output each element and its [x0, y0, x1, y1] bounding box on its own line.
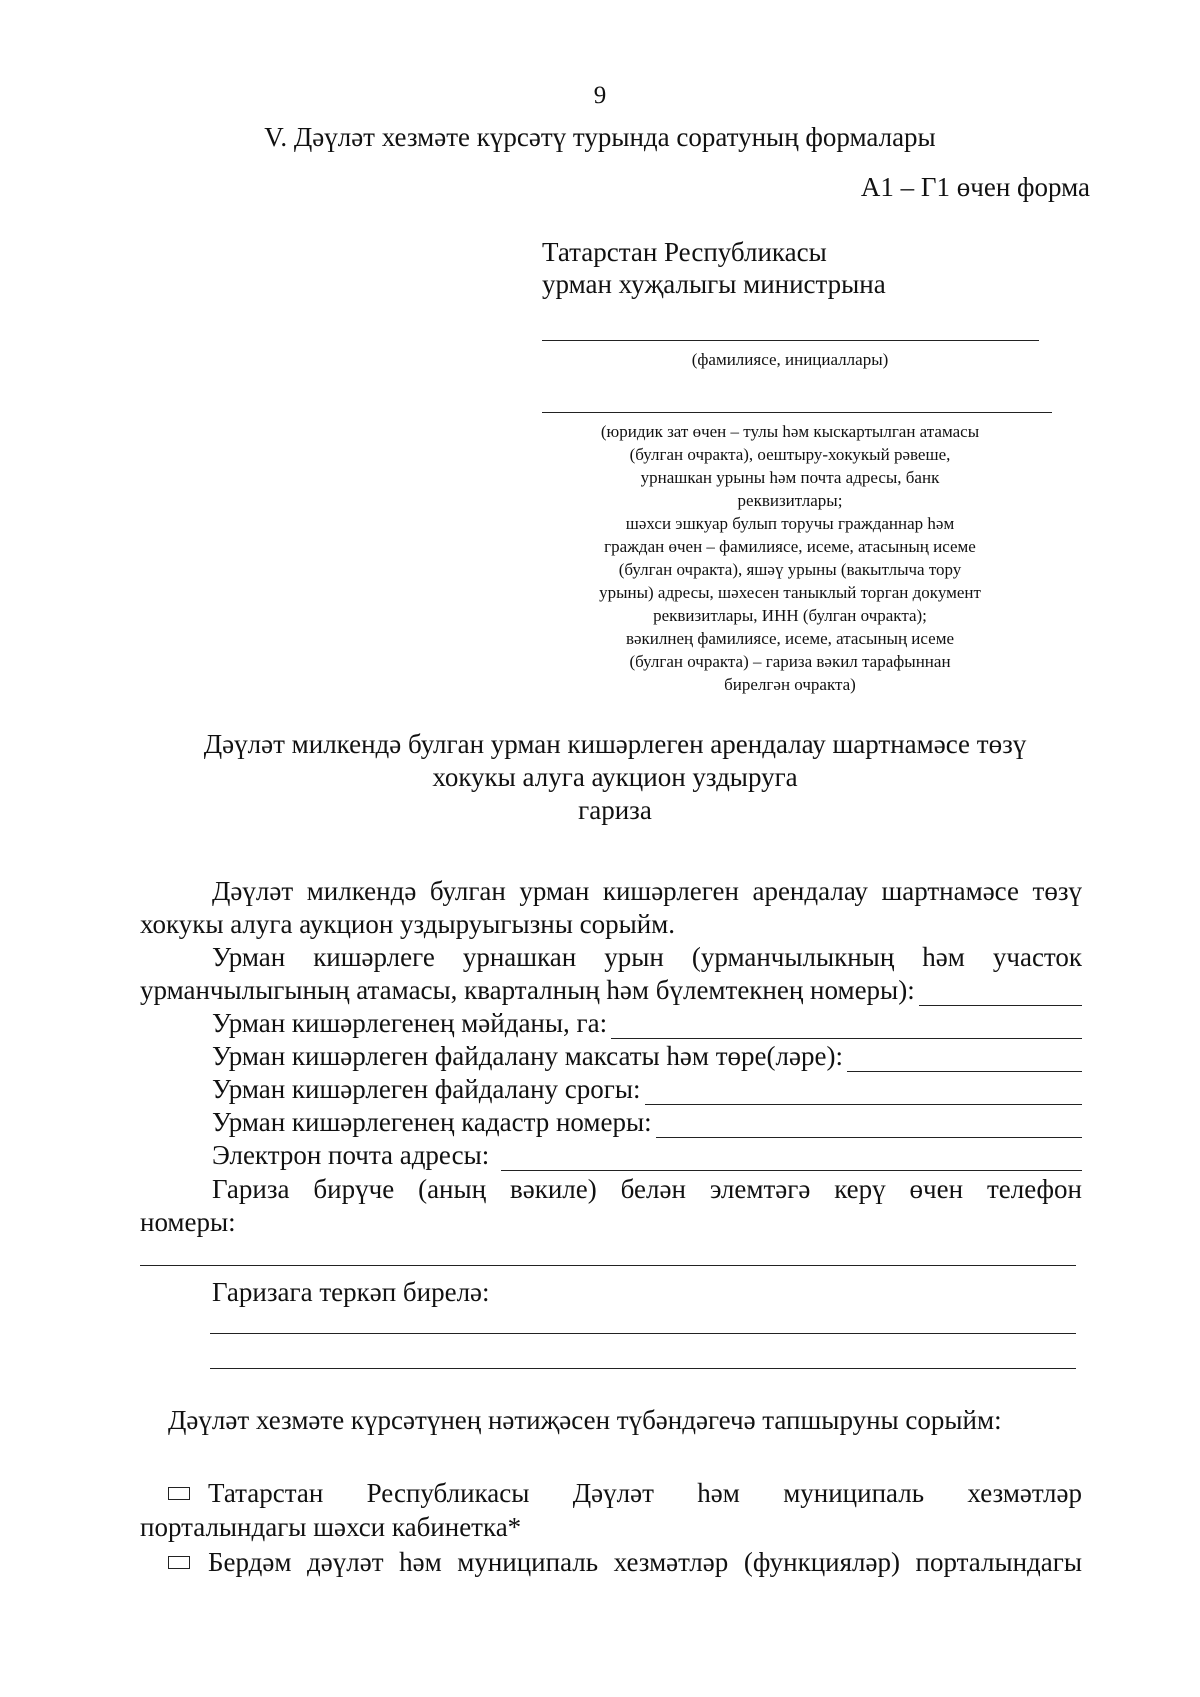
- addressee-line: Татарстан Республикасы: [542, 237, 827, 267]
- addressee-line: урман хуҗалыгы министрына: [542, 269, 886, 299]
- option1-label-cont: порталындагы шәхси кабинетка*: [140, 1512, 522, 1542]
- caption-line: шәхси эшкуар булып торучы гражданнар һәм: [625, 514, 955, 533]
- term-label: Урман кишәрлеген файдалану срогы:: [212, 1074, 641, 1104]
- caption-line: реквизитлары;: [737, 491, 843, 510]
- title-line: хокукы алуга аукцион уздыруга: [432, 762, 798, 792]
- location-field: [140, 975, 1082, 1006]
- result-request: Дәүләт хезмәте күрсәтүнең нәтиҗәсен түбәндәгечә тапшыруны сорыйм:: [168, 1405, 1002, 1435]
- attachment-line[interactable]: [210, 1333, 1076, 1334]
- caption-line: (булган очракта) – гариза вәкил тарафыннан: [629, 652, 951, 671]
- page-number: 9: [593, 82, 607, 109]
- purpose-field: [212, 1041, 1082, 1072]
- phone-line1: Гариза бирүче (аның вәкиле) белән элемтәгә керү өчен телефон: [212, 1174, 1082, 1204]
- attachments-label: Гаризага теркәп бирелә:: [212, 1277, 490, 1307]
- name-caption: (фамилиясе, инициаллары): [691, 350, 889, 369]
- title-line: гариза: [578, 795, 652, 825]
- caption-line: урыны) адресы, шәхесен таныклый торган документ: [599, 583, 981, 602]
- applicant-caption: [540, 420, 1040, 696]
- area-field: [212, 1008, 1082, 1039]
- term-field: [212, 1074, 1082, 1105]
- caption-line: реквизитлары, ИНН (булган очракта);: [653, 606, 927, 625]
- location-label: урманчылыгының атамасы, кварталның һәм бүлемтекнең номеры):: [140, 975, 915, 1005]
- area-label: Урман кишәрлегенең мәйданы, га:: [212, 1008, 608, 1038]
- email-field: [212, 1140, 1082, 1171]
- title-line: Дәүләт милкендә булган урман кишәрлеген арендалау шартнамәсе төзү: [203, 729, 1027, 759]
- option1-label: Татарстан Республикасы Дәүләт һәм муниципаль хезмәтләр: [208, 1478, 1082, 1508]
- location-input-line[interactable]: [919, 983, 1082, 1006]
- attachment-line[interactable]: [210, 1368, 1076, 1369]
- document-title: [0, 728, 1200, 827]
- cadastre-input-line[interactable]: [656, 1115, 1082, 1138]
- para1-line2: хокукы алуга аукцион уздыруыгызны сорыйм.: [140, 909, 676, 939]
- applicant-underline[interactable]: [542, 412, 1052, 413]
- email-label: Электрон почта адресы:: [212, 1140, 490, 1170]
- form-code: А1 – Г1 өчен форма: [860, 172, 1090, 202]
- option1-row: [168, 1478, 1082, 1509]
- option2-row: [168, 1547, 1082, 1578]
- para1-line1: Дәүләт милкендә булган урман кишәрлеген арендалау шартнамәсе төзү: [212, 876, 1082, 906]
- option1-checkbox[interactable]: [168, 1487, 190, 1500]
- caption-line: (юридик зат өчен – тулы һәм кыскартылган атамасы: [600, 422, 980, 441]
- addressee-block: [542, 236, 886, 300]
- phone-line2: номеры:: [140, 1207, 236, 1237]
- caption-line: вәкилнең фамилиясе, исеме, атасының исеме: [625, 629, 955, 648]
- cadastre-label: Урман кишәрлегенең кадастр номеры:: [212, 1107, 652, 1137]
- phone-input-line[interactable]: [140, 1265, 1076, 1266]
- para2-line1: Урман кишәрлеге урнашкан урын (урманчылыкның һәм участок: [212, 942, 1082, 972]
- option2-label: Бердәм дәүләт һәм муниципаль хезмәтләр (функцияләр) порталындагы: [208, 1547, 1082, 1577]
- purpose-label: Урман кишәрлеген файдалану максаты һәм төре(ләре):: [212, 1041, 843, 1071]
- area-input-line[interactable]: [611, 1016, 1082, 1039]
- caption-line: (булган очракта), оештыру-хокукый рәвеше,: [629, 445, 951, 464]
- section-title: V. Дәүләт хезмәте күрсәтү турында соратуның формалары: [264, 122, 936, 152]
- caption-line: (булган очракта), яшәү урыны (вакытлыча тору: [618, 560, 962, 579]
- email-input-line[interactable]: [501, 1148, 1082, 1171]
- caption-line: граждан өчен – фамилиясе, исеме, атасының исеме: [604, 537, 976, 556]
- caption-line: бирелгән очракта): [724, 675, 856, 694]
- caption-line: урнашкан урыны һәм почта адресы, банк: [640, 468, 940, 487]
- purpose-input-line[interactable]: [847, 1049, 1082, 1072]
- term-input-line[interactable]: [645, 1082, 1082, 1105]
- cadastre-field: [212, 1107, 1082, 1138]
- name-underline[interactable]: [542, 340, 1039, 341]
- option2-checkbox[interactable]: [168, 1556, 190, 1569]
